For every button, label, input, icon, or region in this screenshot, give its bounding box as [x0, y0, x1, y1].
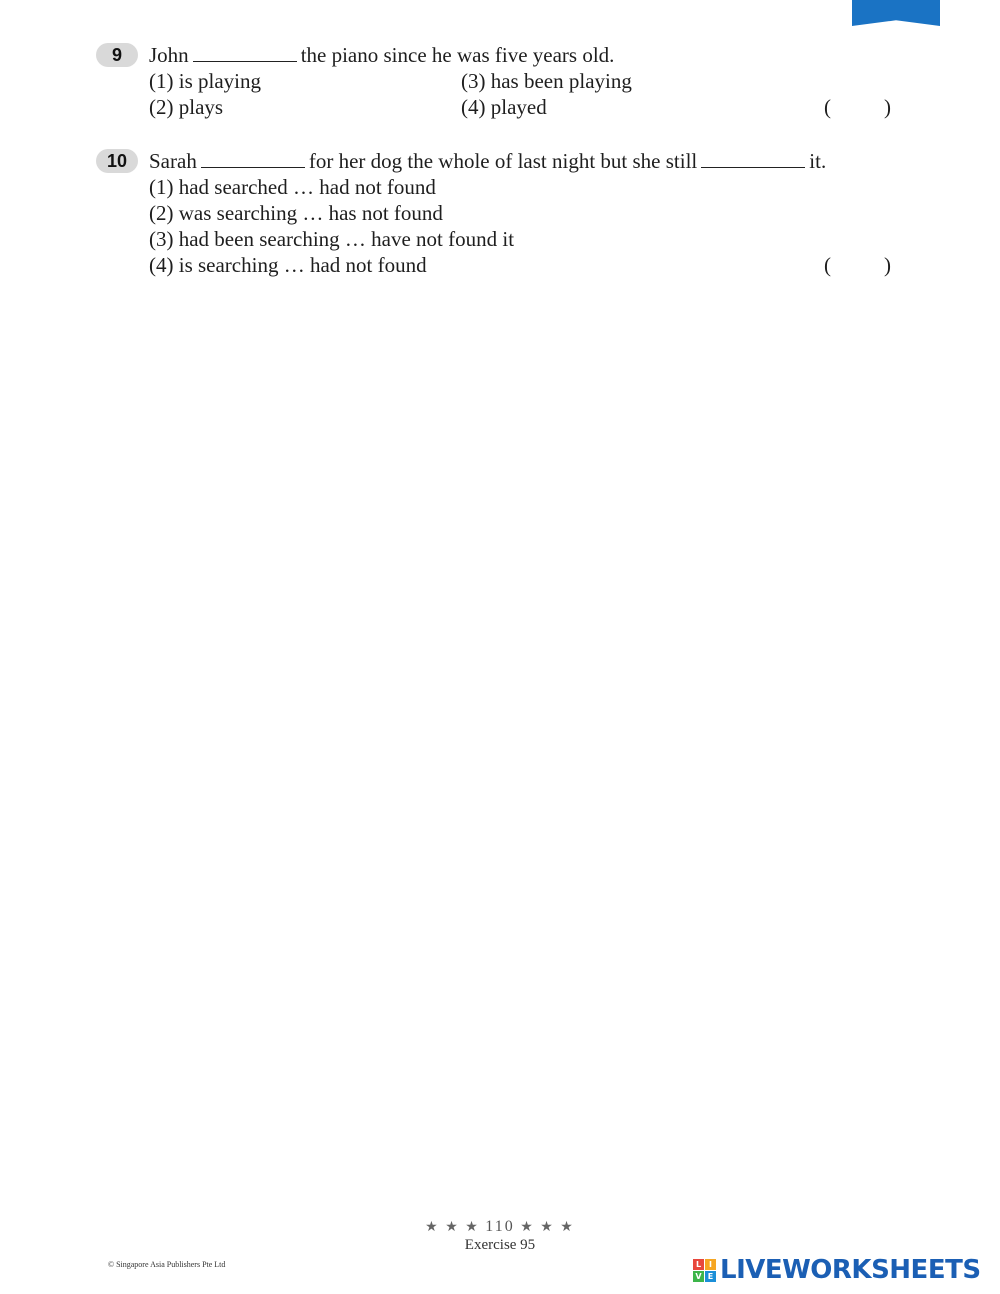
option-2[interactable]: (2) plays — [149, 95, 224, 119]
question-10-option-1-row — [96, 174, 906, 200]
bracket-open: ( — [824, 95, 831, 119]
question-number-badge: 9 — [96, 43, 138, 67]
question-10-stem — [149, 148, 826, 174]
copyright-text: © Singapore Asia Publishers Pte Ltd — [108, 1260, 226, 1269]
option-4[interactable]: (4) is searching … had not found — [149, 253, 427, 277]
option-3[interactable]: (3) has been playing — [461, 69, 632, 93]
question-9 — [96, 42, 906, 120]
page-number-line — [420, 1218, 580, 1236]
liveworksheets-wordmark: LIVEWORKSHEETS — [720, 1255, 981, 1285]
stem-text: John — [149, 43, 189, 67]
page-number: 110 — [485, 1218, 515, 1235]
stem-text: Sarah — [149, 149, 197, 173]
bracket-close: ) — [884, 95, 891, 119]
stars-left: ★ ★ ★ — [425, 1220, 480, 1235]
question-10-option-2-row — [96, 200, 906, 226]
logo-letter: E — [705, 1271, 716, 1282]
bracket-open: ( — [824, 253, 831, 277]
question-9-options-row-2 — [96, 94, 906, 120]
bracket-close: ) — [884, 253, 891, 277]
option-1[interactable]: (1) had searched … had not found — [149, 175, 436, 199]
liveworksheets-brand — [693, 1256, 981, 1284]
question-number-badge: 10 — [96, 149, 138, 173]
option-1[interactable]: (1) is playing — [149, 69, 261, 93]
option-3[interactable]: (3) had been searching … have not found it — [149, 227, 515, 251]
liveworksheets-logo-icon — [693, 1259, 716, 1282]
question-9-options-row-1 — [96, 68, 906, 94]
answer-blank — [201, 149, 305, 168]
question-9-stem-row — [96, 42, 906, 68]
answer-blank — [701, 149, 805, 168]
exercise-label: Exercise 95 — [464, 1237, 536, 1253]
answer-blank — [193, 43, 297, 62]
stem-text: for her dog the whole of last night but she still — [308, 149, 698, 173]
corner-bookmark-tab — [852, 0, 940, 26]
option-2[interactable]: (2) was searching … has not found — [149, 201, 443, 225]
question-10 — [96, 148, 906, 278]
question-10-option-3-row — [96, 226, 906, 252]
question-10-stem-row — [96, 148, 906, 174]
logo-letter: L — [693, 1259, 704, 1270]
logo-letter: V — [693, 1271, 704, 1282]
stem-text: it. — [809, 149, 827, 173]
stars-right: ★ ★ ★ — [520, 1220, 575, 1235]
stem-text: the piano since he was five years old. — [300, 43, 615, 67]
option-4[interactable]: (4) played — [461, 95, 547, 119]
logo-letter: I — [705, 1259, 716, 1270]
question-9-stem — [149, 42, 614, 68]
question-10-option-4-row — [96, 252, 906, 278]
